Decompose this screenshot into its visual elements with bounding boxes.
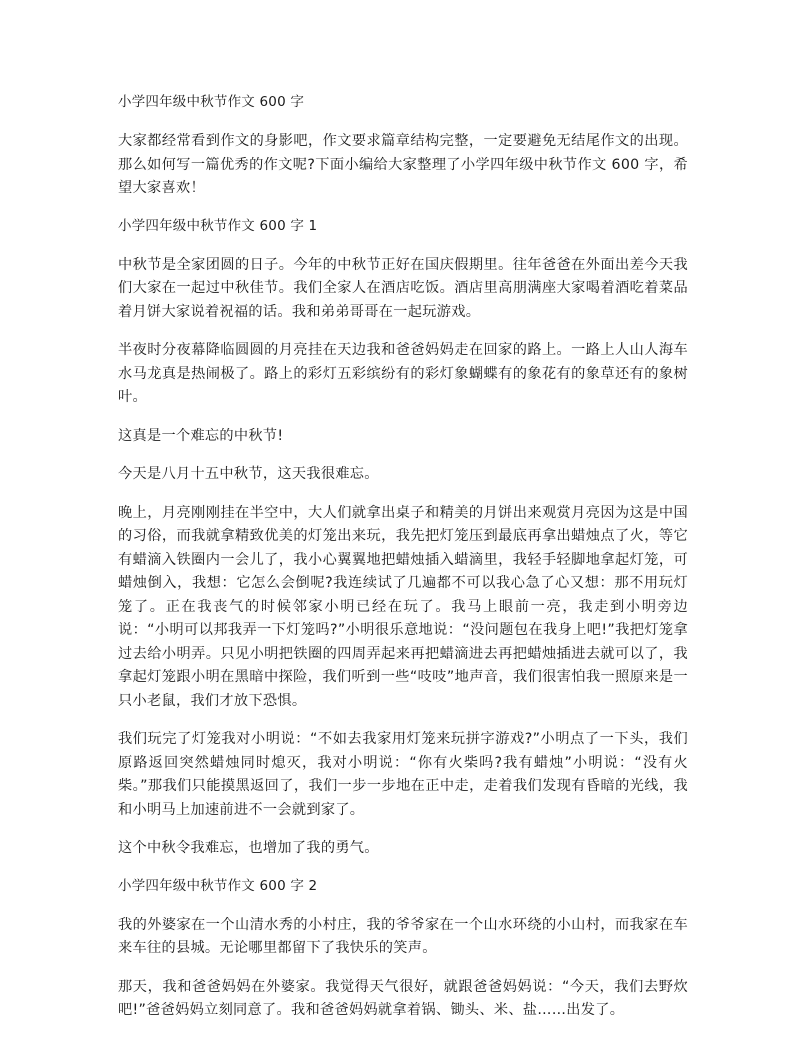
essay1-paragraph-2: 半夜时分夜幕降临圆圆的月亮挂在天边我和爸爸妈妈走在回家的路上。一路上人山人海车水马龙真是热闹极了。路上的彩灯五彩缤纷有的彩灯象蝴蝶有的象花有的象草还有的象树叶。 — [118, 342, 688, 405]
essay2-heading: 小学四年级中秋节作文 600 字 2 — [118, 877, 318, 894]
intro-paragraph: 大家都经常看到作文的身影吧，作文要求篇章结构完整，一定要避免无结尾作文的出现。那么如何写一篇优秀的作文呢?下面小编给大家整理了小学四年级中秋节作文 600 字，希望大家喜欢！ — [118, 133, 688, 196]
essay1-paragraph-1: 中秋节是全家团圆的日子。今年的中秋节正好在国庆假期里。往年爸爸在外面出差今天我们大家在一起过中秋佳节。我们全家人在酒店吃饭。酒店里高朋满座大家喝着酒吃着菜品着月饼大家说着祝福的话。我和弟弟哥哥在一起玩游戏。 — [118, 256, 688, 320]
document-title: 小学四年级中秋节作文 600 字 — [118, 94, 305, 110]
essay2-paragraph-2: 那天，我和爸爸妈妈在外婆家。我觉得天气很好，就跟爸爸妈妈说：“今天，我们去野炊吧!”爸爸妈妈立刻同意了。我和爸爸妈妈就拿着锅、锄头、米、盐……出发了。 — [118, 978, 688, 1018]
essay1-paragraph-6: 我们玩完了灯笼我对小明说：“不如去我家用灯笼来玩拼字游戏?”小明点了一下头，我们原路返回突然蜡烛同时熄灭，我对小明说：“你有火柴吗?我有蜡烛”小明说：“没有火柴。”那我们只能摸黑返回了，我们一步一步地在正中走，走着我们发现有昏暗的光线，我和小明马上加速前进不一会就到家了。 — [118, 731, 688, 818]
essay1-paragraph-5: 晚上，月亮刚刚挂在半空中，大人们就拿出桌子和精美的月饼出来观赏月亮因为这是中国的习俗，而我就拿精致优美的灯笼出来玩，我先把灯笼压到最底再拿出蜡烛点了火，等它有蜡滴入铁圈内一会儿了，我小心翼翼地把蜡烛插入蜡滴里，我轻手轻脚地拿起灯笼，可蜡烛倒入，我想：它怎么会倒呢?我连续试了几遍都不可以我心急了心又想：那不用玩灯笼了。正在我丧气的时候邻家小明已经在玩了。我马上眼前一亮，我走到小明旁边说：“小明可以邦我弄一下灯笼吗?”小明很乐意地说：“没问题包在我身上吧!”我把灯笼拿过去给小明弄。只见小明把铁圈的四周弄起来再把蜡滴进去再把蜡烛插进去就可以了，我拿起灯笼跟小明在黑暗中探险，我们听到一些“吱吱”地声音，我们很害怕我一照原来是一只小老鼠，我们才放下恐惧。 — [118, 504, 688, 709]
essay1-paragraph-7: 这个中秋令我难忘，也增加了我的勇气。 — [118, 840, 379, 856]
essay1-paragraph-3: 这真是一个难忘的中秋节! — [118, 427, 284, 444]
document-page — [118, 92, 688, 1038]
essay1-paragraph-4: 今天是八月十五中秋节，这天我很难忘。 — [118, 466, 379, 482]
essay2-paragraph-1: 我的外婆家在一个山清水秀的小村庄，我的爷爷家在一个山水环绕的小山村，而我家在车来车往的县城。无论哪里都留下了我快乐的笑声。 — [118, 916, 688, 956]
essay1-heading: 小学四年级中秋节作文 600 字 1 — [118, 217, 318, 234]
